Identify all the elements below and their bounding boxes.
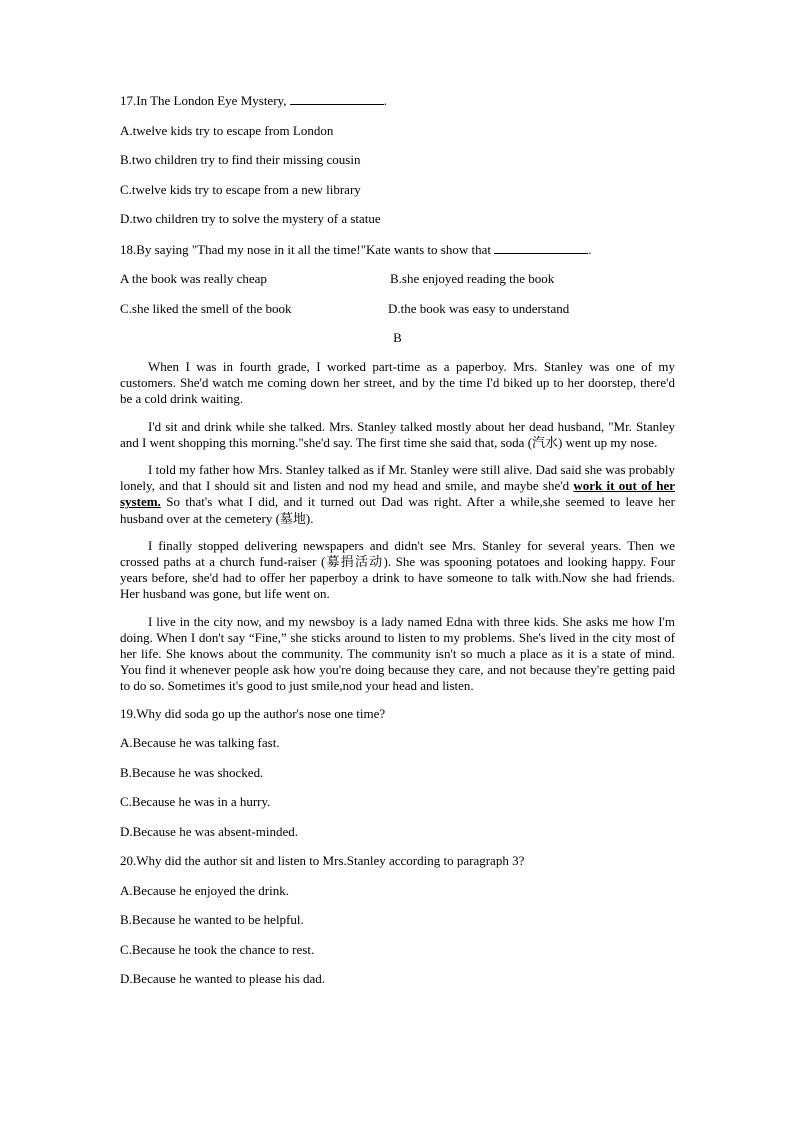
worksheet-page bbox=[120, 92, 675, 1001]
passage-paragraph-4: I finally stopped delivering newspapers and didn't see Mrs. Stanley for several years. Then we crossed paths at a church fund-raiser (募捐活动). She was spooning potatoes and looking happy. Four years before, she'd had to offer her paperboy a drink to have someone to talk with.Now she had friends. Her husband was gone, but life went on. bbox=[120, 537, 675, 602]
question-18-option-b: B.she enjoyed reading the book bbox=[390, 271, 555, 286]
question-20-stem: 20.Why did the author sit and listen to Mrs.Stanley according to paragraph 3? bbox=[120, 853, 525, 869]
answer-blank-17[interactable] bbox=[290, 92, 384, 105]
question-17-stem-end: . bbox=[383, 93, 387, 108]
question-17-option-c: C.twelve kids try to escape from a new library bbox=[120, 181, 361, 197]
question-18-options-row-1 bbox=[120, 271, 675, 287]
question-18-option-a: A the book was really cheap bbox=[120, 271, 267, 286]
passage-paragraph-5: I live in the city now, and my newsboy is a lady named Edna with three kids. She asks me how I'm doing. When I don't say “Fine,” she sticks around to listen to my problems. She's lived in the city most of her life. She knows about the community. The community isn't so much a place as it is a state of mind. You find it whenever people ask how you're doing because they care, and not because they're getting paid to do so. Sometimes it's good to just smile,nod your head and listen. bbox=[120, 613, 675, 694]
section-heading-b: B bbox=[393, 330, 402, 345]
question-18-stem-text: 18.By saying "Thad my nose in it all the time!"Kate wants to show that bbox=[120, 241, 495, 257]
question-17-option-a: A.twelve kids try to escape from London bbox=[120, 122, 334, 138]
question-18-option-d: D.the book was easy to understand bbox=[388, 300, 570, 316]
question-18-stem-end: . bbox=[588, 241, 592, 257]
question-20-option-d: D.Because he wanted to please his dad. bbox=[120, 971, 326, 987]
underlined-phrase: work it out of her system. bbox=[120, 478, 675, 510]
question-19-option-d: D.Because he was absent-minded. bbox=[120, 823, 298, 839]
passage-paragraph-3-start: I told my father how Mrs. Stanley talked as if Mr. Stanley were still alive. Dad said she was probably lonely, and that I should sit and listen and nod my head and smile, and maybe she'd bbox=[120, 462, 675, 494]
passage-paragraph-2: I'd sit and drink while she talked. Mrs. Stanley talked mostly about her dead husband, "Mr. Stanley and I went shopping this morning."she'd say. The first time she said that, soda (汽水) went up my nose. bbox=[120, 418, 675, 450]
question-19-option-c: C.Because he was in a hurry. bbox=[120, 794, 271, 810]
answer-blank-18[interactable] bbox=[494, 241, 588, 254]
question-19-option-a: A.Because he was talking fast. bbox=[120, 735, 280, 751]
passage-paragraph-1: When I was in fourth grade, I worked part-time as a paperboy. Mrs. Stanley was one of my customers. She'd watch me coming down her street, and by the time I'd biked up to her doorstep, there'd be a cold drink waiting. bbox=[120, 359, 675, 407]
question-17-stem bbox=[120, 92, 675, 109]
question-20-option-b: B.Because he wanted to be helpful. bbox=[120, 912, 304, 928]
question-17-option-b: B.two children try to find their missing cousin bbox=[120, 152, 361, 167]
question-18-option-c: C.she liked the smell of the book bbox=[120, 300, 292, 316]
question-19-stem: 19.Why did soda go up the author's nose one time? bbox=[120, 705, 386, 721]
passage-paragraph-3-end: So that's what I did, and it turned out Dad was right. After a while,she seemed to leave her husband over at the cemetery (墓地). bbox=[120, 494, 675, 526]
question-18-options-row-2 bbox=[120, 301, 675, 317]
question-19-option-b: B.Because he was shocked. bbox=[120, 764, 264, 780]
question-20-option-c: C.Because he took the chance to rest. bbox=[120, 941, 315, 957]
question-18-stem bbox=[120, 241, 675, 258]
question-17-stem-text: 17.In The London Eye Mystery, bbox=[120, 93, 290, 108]
question-20-option-a: A.Because he enjoyed the drink. bbox=[120, 882, 289, 898]
question-17-option-d: D.two children try to solve the mystery of a statue bbox=[120, 211, 381, 226]
passage-paragraph-3 bbox=[120, 462, 675, 527]
